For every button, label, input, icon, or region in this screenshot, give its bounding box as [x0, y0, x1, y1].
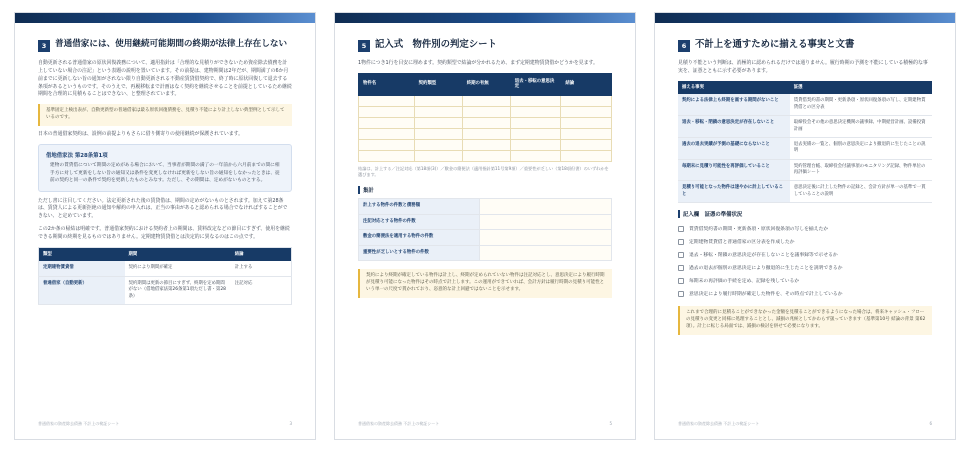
tally-heading: [358, 186, 612, 194]
input-cell[interactable]: [510, 150, 561, 161]
input-cell[interactable]: [359, 128, 415, 139]
tally-input-cell[interactable]: [480, 245, 612, 260]
checklist-item: [678, 248, 932, 261]
table-header: 物件名: [359, 73, 415, 95]
table-cell: 定期建物賃貸借: [39, 261, 125, 276]
checklist-label: 賃貸借契約書の期間・更新条項・原状回復条項の写しを揃えたか: [689, 227, 829, 233]
table-header: 契約類型: [414, 73, 462, 95]
paragraph: 見積り不能という判断は、消極的に認められるだけでは通りません。履行時期の予測を不能にしている積極的な事実を、証憑とともに示す必要があります。: [678, 60, 928, 74]
input-cell[interactable]: [462, 106, 510, 117]
page-header-bar: [655, 13, 955, 23]
section-heading: [678, 39, 932, 52]
section-number: 5: [358, 40, 370, 52]
page-header-bar: [335, 13, 635, 23]
footer-title: 普通借家の資産除去債務 不計上の検証シート: [678, 421, 760, 426]
table-header: 結論: [561, 73, 612, 95]
table-row: [39, 261, 292, 276]
footer-title: 普通借家の資産除去債務 不計上の検証シート: [38, 421, 120, 426]
input-cell[interactable]: [462, 95, 510, 106]
footer-title: 普通借家の資産除去債務 不計上の検証シート: [358, 421, 440, 426]
page-footer: [38, 421, 292, 427]
table-row: [359, 199, 612, 214]
table-row: [359, 95, 612, 106]
checklist-item: [678, 222, 932, 235]
heading-accent-bar: [358, 186, 360, 194]
input-cell[interactable]: [561, 128, 612, 139]
page-number: 3: [289, 421, 292, 426]
table-header: 退去・移転の意思決定: [510, 73, 561, 95]
page-number: 6: [929, 421, 932, 426]
input-cell[interactable]: [510, 95, 561, 106]
input-cell[interactable]: [462, 117, 510, 128]
page-footer: [678, 421, 932, 427]
table-row: [359, 230, 612, 245]
tally-label: 計上する物件の件数と債務額: [359, 199, 480, 214]
table-cell: 毎期末に見積り可能性を再評価していること: [678, 159, 790, 181]
checkbox[interactable]: [678, 265, 684, 271]
law-quote-box: [38, 144, 292, 192]
input-cell[interactable]: [414, 128, 462, 139]
input-cell[interactable]: [510, 117, 561, 128]
input-cell[interactable]: [510, 106, 561, 117]
table-cell: 計上する: [231, 261, 292, 276]
tally-table: [358, 198, 612, 261]
heading-accent-bar: [678, 210, 680, 218]
table-cell: 賃貸借契約書の期間・更新条項・原状回復条項の写し、定期建物賃貸借との区分表: [790, 94, 932, 115]
tally-input-cell[interactable]: [480, 230, 612, 245]
table-row: [359, 106, 612, 117]
table-row: [359, 139, 612, 150]
evidence-table: [678, 81, 932, 203]
checkbox[interactable]: [678, 291, 684, 297]
table-cell: 過去の退去実績が予測の基礎にならないこと: [678, 137, 790, 159]
table-row: [678, 94, 932, 115]
input-cell[interactable]: [561, 139, 612, 150]
checklist-item: [678, 261, 932, 274]
input-cell[interactable]: [414, 106, 462, 117]
input-cell[interactable]: [462, 139, 510, 150]
note-callout: 基準固定上検出表が、自動更新型の普通借家は最る原状回復債務を、見積り不能により計上しない典型例として示しているのです。: [38, 104, 292, 126]
section-heading: [38, 39, 292, 52]
checklist-heading: [678, 210, 932, 218]
table-row: [359, 117, 612, 128]
input-cell[interactable]: [561, 117, 612, 128]
table-cell: 契約による法律上も終期を画する期間がないこと: [678, 94, 790, 115]
table-row: [678, 137, 932, 159]
table-cell: 契約により期間が確定: [125, 261, 231, 276]
checklist-label: 過去の退去が個別の意思決定により撤退的に生じたことを説明できるか: [689, 266, 843, 272]
table-note: 結論は、計上する／注記対応（第18項(3)）／敷金の簡便法（適用指針第11号第9項）／重要性が乏しい（第18項但書）のいずれかを選びます。: [358, 165, 609, 178]
table-header: 期間: [125, 247, 231, 261]
checkbox[interactable]: [678, 226, 684, 232]
checklist-item: [678, 287, 932, 300]
table-header: 揃える事実: [678, 81, 790, 95]
checkbox[interactable]: [678, 252, 684, 258]
input-cell[interactable]: [414, 150, 462, 161]
checklist-label: 意思決定により履行時期が確定した物件を、その時点で計上しているか: [689, 292, 843, 298]
section-title: 不計上を通すために揃える事実と文書: [695, 39, 855, 50]
table-row: [678, 116, 932, 138]
section-title: 記入式 物件別の判定シート: [375, 39, 497, 50]
input-cell[interactable]: [462, 128, 510, 139]
table-cell: 取締役会その他の意思決定機関の議事録、中期経営計画、設備投資計画: [790, 116, 932, 138]
tally-input-cell[interactable]: [480, 214, 612, 229]
table-row: [359, 150, 612, 161]
table-cell: 注記対応: [231, 276, 292, 304]
input-cell[interactable]: [414, 139, 462, 150]
tally-input-cell[interactable]: [480, 199, 612, 214]
table-cell: 意思決定後に計上した物件の記録と、会計方針が単一の基準で一貫していることの説明: [790, 181, 932, 203]
checklist-item: [678, 235, 932, 248]
section-heading: [358, 39, 612, 52]
page-header-bar: [15, 13, 315, 23]
checklist-label: 退去・移転・閉鎖の意思決定が存在しないことを議事録等で示せるか: [689, 253, 838, 259]
checklist-label: 定期建物賃貸借と普通借家の区分表を作成したか: [689, 240, 795, 246]
section-number: 6: [678, 40, 690, 52]
input-cell[interactable]: [359, 117, 415, 128]
paragraph: この2か条の帰結は明確です。普通借家契約における契約者上の期間は、賃料改定などの節目にすぎず、使用を継続できる期間の終期を見るものではありません。定期建物賃貸借とは決定的に異なるのはこの点です。: [38, 226, 290, 240]
paragraph: 1物件につき1行を目安に埋めます。契約類型で結論が分かれるため、まず定期建物賃貸借かどうかを見ます。: [358, 60, 598, 66]
checkbox[interactable]: [678, 239, 684, 245]
paragraph: 日本の普通借家契約は、設例の前提よりもさらに借り側寄りの使用継続が保護されています。: [38, 131, 244, 138]
table-cell: 契約期間は更新の節目にすぎず、終期を定め期間がない（借地借家法第26条第1項ただし書・第28条）: [125, 276, 231, 304]
input-cell[interactable]: [414, 117, 462, 128]
tally-label: 敷金の簡便法を適用する物件の件数: [359, 230, 480, 245]
table-header: 結論: [231, 247, 292, 261]
page-5: [334, 12, 636, 440]
checkbox[interactable]: [678, 278, 684, 284]
table-row: [678, 181, 932, 203]
table-row: [678, 159, 932, 181]
page-6: [654, 12, 956, 440]
checklist-label: 毎期末の再評価の手続を定め、記録を残しているか: [689, 279, 800, 285]
table-header: 終期の有無: [462, 73, 510, 95]
table-cell: 契約管理台帳、取締役会付議事項のモニタリング記録、物件単位の再評価シート: [790, 159, 932, 181]
table-row: [359, 128, 612, 139]
checklist: [678, 222, 932, 300]
paragraph: ただし書に注目してください。法定更新された後の賃貸借は、期間の定めがないものとされます。加えて第28条は、賃貸人による更新拒絶の通知や解約の申入れは、正当の事由があると認められる場合でなければすることができない、と定めています。: [38, 197, 288, 220]
page-footer: [358, 421, 612, 427]
input-cell[interactable]: [462, 150, 510, 161]
input-cell[interactable]: [414, 95, 462, 106]
input-cell[interactable]: [359, 150, 415, 161]
table-cell: 見積り可能となった物件は速やかに計上していること: [678, 181, 790, 203]
input-cell[interactable]: [510, 139, 561, 150]
table-cell: 普通借家（自動更新）: [39, 276, 125, 304]
input-cell[interactable]: [561, 95, 612, 106]
property-judgment-table: [358, 73, 612, 162]
quote-title: 借地借家法 第28条第1項: [46, 153, 108, 159]
tally-title: 集計: [363, 188, 374, 195]
input-cell[interactable]: [359, 139, 415, 150]
input-cell[interactable]: [561, 106, 612, 117]
quote-text: 建物の賃貸借について期間の定めがある場合において、当事者が期間の満了の一年前から六月前までの間に相手方に対して更新をしない旨の通知又は条件を変更しなければ更新をしない旨の通知をしなかったときは、従前の契約と同一の条件で契約を更新したものとみなす。ただし、その期間は、定めがないものとする。: [50, 163, 280, 184]
table-row: [359, 245, 612, 260]
table-row: [39, 276, 292, 304]
input-cell[interactable]: [510, 128, 561, 139]
comparison-table: [38, 247, 292, 305]
input-cell[interactable]: [359, 106, 415, 117]
table-header: 類型: [39, 247, 125, 261]
table-header: 証憑: [790, 81, 932, 95]
table-row: [359, 214, 612, 229]
section-number: 3: [38, 40, 50, 52]
tally-label: 重要性が乏しいとする物件の件数: [359, 245, 480, 260]
note-callout: 契約により終期が確定している物件は計上し、終期が定められていない物件は注記対応とし、意思決定により履行時期が見積り可能になった物件はその時点で計上します。この運用ができていれば、会計方針は履行時期の見積り可能性という単一の尺度で貫かれており、恣意的な計上回避ではないことを示せます。: [358, 269, 612, 298]
paragraph: 自動更新される普通借家の原状回復義務について、適用指針は「合理的な見積りができないため資産除去債務を計上していない場合の注記」という表題の説明を置いています。その前提は、建物期間は2年だが、期間満了の6か月前までに更新しない旨の通知がされない限り自動更新される不動産賃貸借契約で、終了時に原状回復して退去する条項があるというものです。そのうえで、再履移転まで計画はなく契約を継続させることを前提としているため継続期間を合理的に見積もることはできない、と整理されています。: [38, 60, 292, 98]
table-cell: 退去実績の一覧と、個別の意思決定により撤退的に生じたことの説明: [790, 137, 932, 159]
checklist-item: [678, 274, 932, 287]
page-3: [14, 12, 316, 440]
note-callout: これまで合理的に見積ることができなかった金額を見積ることができるようになった場合は、将来キャッシュ・フローの見積りの変更と同様に処理することとし、減損の兆候としてかわらず扱っていきます（基準第10号 結論の背景 第62項）。計上に転じる局面では、減損の検討を併せて必要になります。: [678, 306, 932, 335]
checklist-title: 記入欄 証憑の準備状況: [683, 212, 743, 219]
table-cell: 退去・移転・閉鎖の意思決定が存在しないこと: [678, 116, 790, 138]
input-cell[interactable]: [359, 95, 415, 106]
tally-label: 注記対応とする物件の件数: [359, 214, 480, 229]
input-cell[interactable]: [561, 150, 612, 161]
page-number: 5: [609, 421, 612, 426]
section-title: 普通借家には、使用継続可能期間の終期が法律上存在しない: [55, 39, 288, 49]
